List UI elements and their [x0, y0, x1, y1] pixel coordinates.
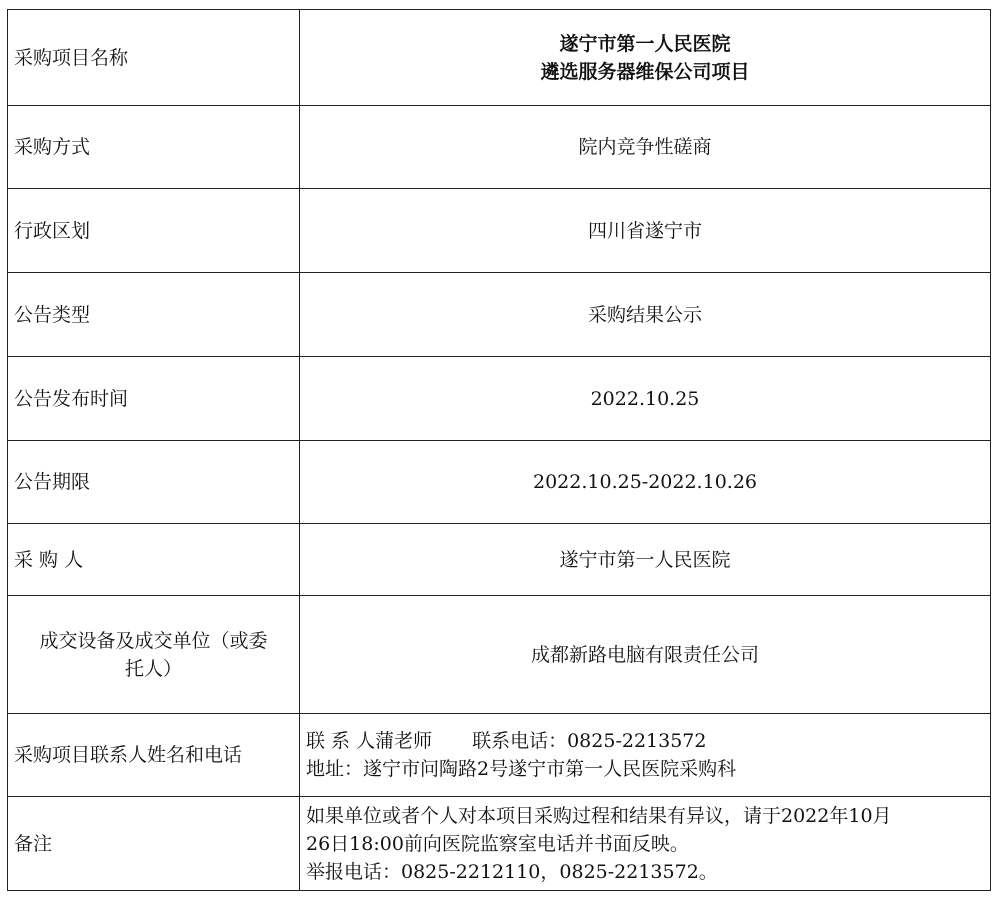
- contact-phone: 联系电话：0825-2213572: [472, 730, 707, 752]
- remarks-value: [300, 797, 991, 891]
- project-name-line-1: 遂宁市第一人民医院: [559, 32, 731, 55]
- publish-time-value: 2022.10.25: [300, 357, 991, 441]
- table-row: [8, 10, 991, 106]
- contact-label: 采购项目联系人姓名和电话: [8, 714, 300, 797]
- winner-value: 成都新路电脑有限责任公司: [300, 596, 991, 714]
- period-label: 公告期限: [8, 441, 300, 524]
- notice-type-value: 采购结果公示: [300, 273, 991, 357]
- table-row: [8, 273, 991, 357]
- project-name-value: [300, 10, 991, 106]
- remarks-line-3: 举报电话：0825-2212110，0825-2213572。: [306, 860, 718, 883]
- remarks-label: 备注: [8, 797, 300, 891]
- period-value: 2022.10.25-2022.10.26: [300, 441, 991, 524]
- project-name-label: 采购项目名称: [8, 10, 300, 106]
- winner-label-line-1: 成交设备及成交单位（或委: [39, 629, 268, 652]
- project-name-line-2: 遴选服务器维保公司项目: [540, 60, 750, 83]
- purchaser-value: 遂宁市第一人民医院: [300, 524, 991, 596]
- table-row: [8, 797, 991, 891]
- remarks-line-2: 26日18:00前向医院监察室电话并书面反映。: [306, 832, 689, 855]
- table-row: [8, 441, 991, 524]
- table-row: [8, 189, 991, 273]
- table-row: [8, 357, 991, 441]
- publish-time-label: 公告发布时间: [8, 357, 300, 441]
- procurement-result-table: [7, 9, 991, 891]
- table-row: [8, 524, 991, 596]
- winner-label-line-2: 托人）: [124, 657, 182, 680]
- region-label: 行政区划: [8, 189, 300, 273]
- method-value: 院内竞争性磋商: [300, 106, 991, 189]
- purchaser-label: 采 购 人: [8, 524, 300, 596]
- contact-value: [300, 714, 991, 797]
- table-row: [8, 714, 991, 797]
- contact-address: 地址：遂宁市问陶路2号遂宁市第一人民医院采购科: [306, 758, 737, 780]
- remarks-line-1: 如果单位或者个人对本项目采购过程和结果有异议，请于2022年10月: [306, 804, 892, 827]
- table-row: [8, 596, 991, 714]
- notice-type-label: 公告类型: [8, 273, 300, 357]
- contact-person: 联 系 人蒲老师: [306, 730, 433, 752]
- winner-label: [8, 596, 300, 714]
- contact-line-1: [306, 727, 984, 755]
- table-row: [8, 106, 991, 189]
- region-value: 四川省遂宁市: [300, 189, 991, 273]
- method-label: 采购方式: [8, 106, 300, 189]
